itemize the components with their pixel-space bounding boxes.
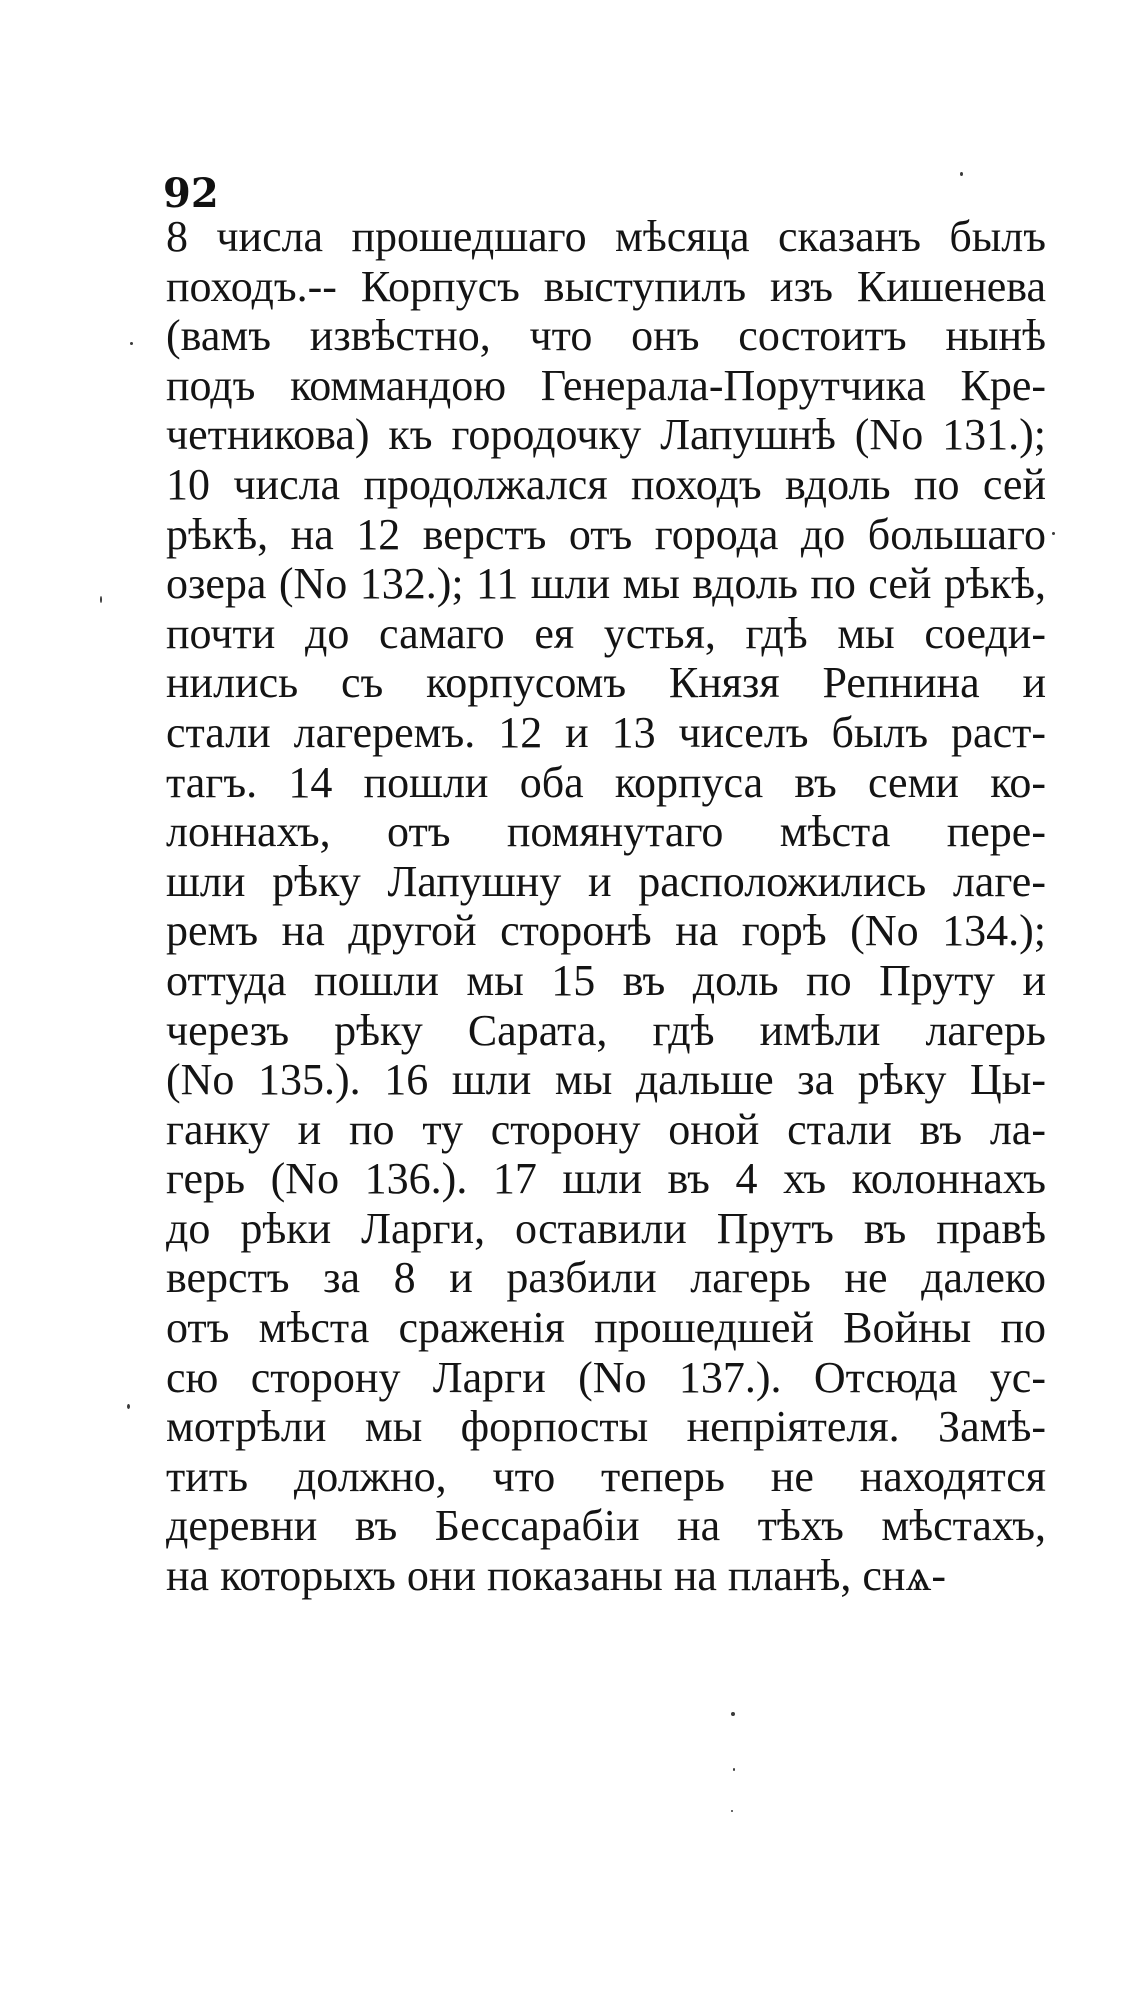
text-line: стали лагеремъ. 12 и 13 чиселъ былъ раст- [166,707,1046,757]
text-line: оттуда пошли мы 15 въ доль по Пруту и [166,955,1046,1005]
print-speck [733,1768,735,1771]
print-speck [127,1404,130,1409]
text-line: до рѣки Ларги, оставили Прутъ въ правѣ [166,1203,1046,1253]
text-line: герь (No 136.). 17 шли въ 4 хъ колоннахъ [166,1154,1046,1204]
text-line: озера (No 132.); 11 шли мы вдоль по сей рѣкѣ, [166,559,1046,609]
text-line: нились съ корпусомъ Князя Репнина и [166,658,1046,708]
text-line: (вамъ извѣстно, что онъ состоитъ нынѣ [166,311,1046,361]
text-line: подъ коммандою Генерала-Порутчика Кре- [166,360,1046,410]
text-line: мотрѣли мы форпосты непріятеля. Замѣ- [166,1402,1046,1452]
text-line: тагъ. 14 пошли оба корпуса въ семи ко- [166,757,1046,807]
text-line: ганку и по ту сторону оной стали въ ла- [166,1104,1046,1154]
text-line: 8 числа прошедшаго мѣсяца сказанъ былъ [166,212,1046,261]
text-line: ремъ на другой сторонѣ на горѣ (No 134.); [166,906,1046,956]
text-line: сю сторону Ларги (No 137.). Отсюда ус- [166,1352,1046,1402]
print-speck [130,342,133,345]
text-line: походъ.-- Корпусъ выступилъ изъ Кишенева [166,261,1046,311]
text-line: (No 135.). 16 шли мы дальше за рѣку Цы- [166,1055,1046,1105]
text-line: тить должно, что теперь не находятся [166,1451,1046,1501]
text-line: четникова) къ городочку Лапушнѣ (No 131.); [166,410,1046,460]
text-line: лоннахъ, отъ помянутаго мѣста пере- [166,807,1046,857]
text-line: на которыхъ они показаны на планѣ, снѧ- [166,1551,947,1601]
print-speck [1052,532,1055,535]
print-speck [100,596,102,603]
text-line: шли рѣку Лапушну и расположились лаге- [166,856,1046,906]
text-line: черезъ рѣку Сарата, гдѣ имѣли лагерь [166,1005,1046,1055]
text-line: почти до самаго ея устья, гдѣ мы соеди- [166,608,1046,658]
page-number: 92 [163,170,219,217]
text-line: верстъ за 8 и разбили лагерь не далеко [166,1253,1046,1303]
print-speck [960,172,963,176]
body-text [166,212,1046,1601]
text-line: деревни въ Бессарабіи на тѣхъ мѣстахъ, [166,1501,1046,1551]
text-line: рѣкѣ, на 12 верстъ отъ города до большаго [166,509,1046,559]
text-line: 10 числа продолжался походъ вдоль по сей [166,459,1046,509]
print-speck [731,1810,733,1812]
print-speck [731,1712,735,1716]
text-line: отъ мѣста сраженія прошедшей Войны по [166,1303,1046,1353]
